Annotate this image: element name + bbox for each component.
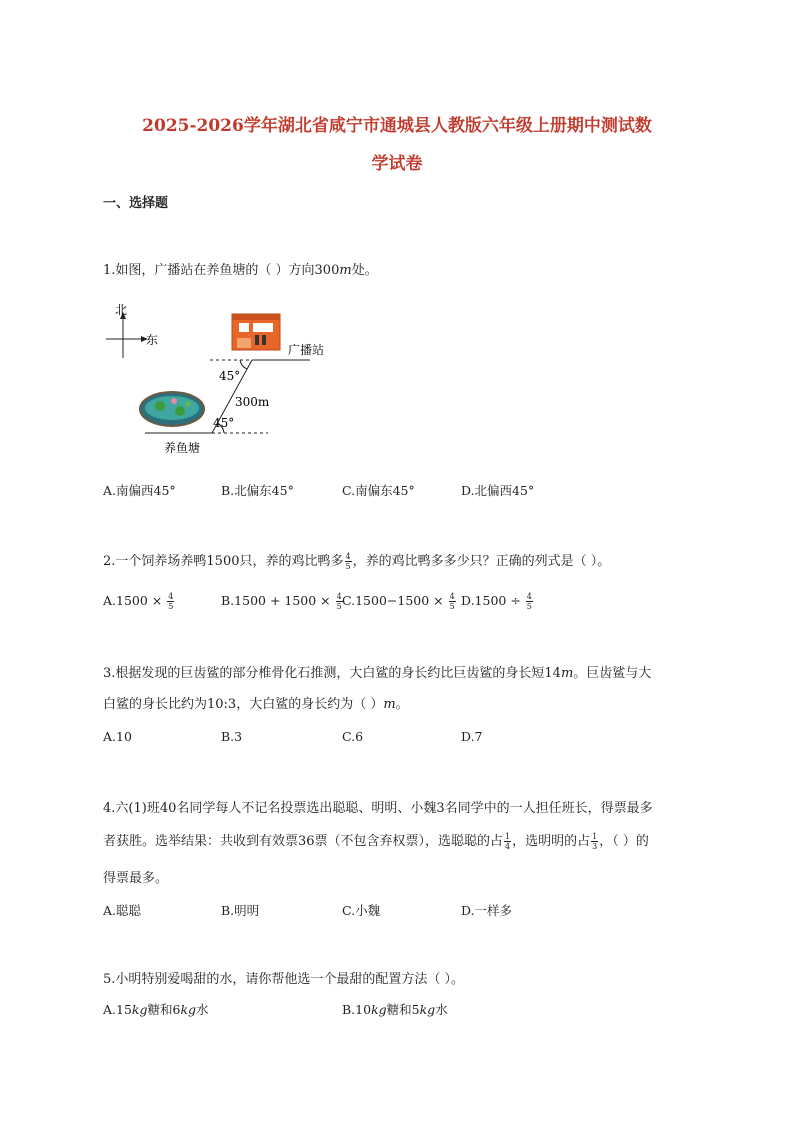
- q4-option-d[interactable]: D.一样多: [461, 903, 513, 918]
- broadcast-station-icon: [232, 314, 280, 350]
- q2-b-prefix: B.1500 + 1500 ×: [221, 593, 335, 608]
- question-4-line1: 4.六(1)班40名同学每人不记名投票选出聪聪、明明、小魏3名同学中的一人担任班长，得票最多: [103, 801, 653, 816]
- q4-line2-a: 者获胜。选举结果：共收到有效票36票（不包含弃权票），选聪聪的占: [103, 834, 504, 849]
- q4-option-a[interactable]: A.聪聪: [103, 903, 142, 918]
- station-label: 广播站: [288, 343, 325, 357]
- q3-line1-b: 。巨齿鲨与大: [573, 666, 652, 681]
- question-3-line2: [103, 693, 409, 712]
- east-label: 东: [146, 333, 159, 347]
- q1-figure-svg: [100, 292, 340, 460]
- question-4-line2: [103, 830, 649, 851]
- q2-d-frac: [526, 592, 533, 611]
- question-5-text: 5.小明特别爱喝甜的水，请你帮他选一个最甜的配置方法（ ）。: [103, 972, 465, 987]
- q4-f2-den: 3: [592, 842, 598, 851]
- q5-b-3: 水: [435, 1002, 448, 1017]
- angle-label-bottom: 45°: [213, 416, 235, 430]
- q2-c-den: 5: [449, 602, 455, 611]
- q1-direction-figure: [100, 292, 340, 460]
- q3-option-a[interactable]: A.10: [103, 729, 132, 744]
- q2-c-prefix: C.1500−1500 ×: [342, 593, 448, 608]
- q4-fraction-1: [504, 832, 511, 851]
- q2-c-num: 4: [449, 592, 455, 601]
- q5-b-2: 糖和5: [386, 1002, 420, 1017]
- q2-option-c[interactable]: [342, 592, 457, 611]
- q3-option-d[interactable]: D.7: [461, 729, 483, 744]
- q2-a-den: 5: [168, 602, 174, 611]
- q4-f1-num: 1: [505, 832, 511, 841]
- q2-d-prefix: D.1500 ÷: [461, 593, 525, 608]
- q3-line2-a: 白鲨的身长比约为10:3，大白鲨的身长约为（ ）: [103, 697, 384, 712]
- q2-text-b: ，养的鸡比鸭多多少只？正确的列式是（ ）。: [352, 554, 611, 569]
- fish-pond-icon: [140, 392, 204, 426]
- q2-d-num: 4: [526, 592, 532, 601]
- q2-frac-den: 5: [345, 562, 351, 571]
- q2-text-a: 2.一个饲养场养鸭1500只，养的鸡比鸭多: [103, 554, 344, 569]
- q2-c-frac: [449, 592, 456, 611]
- q1-unit: m: [339, 263, 352, 278]
- q5-b-1: B.10: [342, 1002, 372, 1017]
- q5-a-unit2: kg: [180, 1002, 197, 1017]
- q5-a-3: 水: [196, 1002, 209, 1017]
- q2-option-d[interactable]: [461, 592, 534, 611]
- q2-fraction: [345, 552, 352, 571]
- question-1-text: [103, 259, 378, 278]
- q5-b-unit1: kg: [371, 1002, 387, 1017]
- q1-text: 1.如图，广播站在养鱼塘的（ ）方向300: [103, 263, 340, 278]
- q2-option-b[interactable]: [221, 592, 344, 611]
- angle-label-top: 45°: [219, 369, 241, 383]
- q3-line2-b: 。: [395, 697, 409, 712]
- q4-line2-c: ，（ ）的: [599, 834, 649, 849]
- q1-option-c[interactable]: C.南偏东45°: [342, 483, 415, 498]
- q1-option-d[interactable]: D.北偏西45°: [461, 483, 535, 498]
- q5-option-a[interactable]: [103, 1000, 209, 1018]
- q5-option-b[interactable]: [342, 1000, 448, 1018]
- q2-a-num: 4: [168, 592, 174, 601]
- q3-line2-unit: m: [383, 697, 396, 712]
- q2-a-frac: [167, 592, 174, 611]
- q4-fraction-2: [591, 832, 598, 851]
- section-heading-choice: 一、选择题: [103, 196, 169, 211]
- page-title-line1: 2025-2026学年湖北省咸宁市通城县人教版六年级上册期中测试数: [142, 116, 652, 136]
- pond-label: 养鱼塘: [164, 441, 201, 455]
- distance-label: 300m: [235, 395, 270, 409]
- q1-option-b[interactable]: B.北偏东45°: [221, 483, 294, 498]
- q2-a-prefix: A.1500 ×: [103, 593, 167, 608]
- q4-f2-num: 1: [592, 832, 598, 841]
- q4-option-b[interactable]: B.明明: [221, 903, 260, 918]
- q5-a-1: A.15: [103, 1002, 132, 1017]
- q2-frac-num: 4: [345, 552, 351, 561]
- q2-b-den: 5: [336, 602, 342, 611]
- q2-d-den: 5: [526, 602, 532, 611]
- question-2-text: [103, 550, 610, 571]
- q5-a-unit1: kg: [131, 1002, 148, 1017]
- q3-option-c[interactable]: C.6: [342, 729, 364, 744]
- q5-b-unit2: kg: [419, 1002, 436, 1017]
- q3-option-b[interactable]: B.3: [221, 729, 243, 744]
- q1-tail: 处。: [351, 263, 378, 278]
- q2-option-a[interactable]: [103, 592, 175, 611]
- q4-option-c[interactable]: C.小魏: [342, 903, 381, 918]
- north-label: 北: [115, 303, 128, 317]
- q4-line2-b: ，选明明的占: [512, 834, 591, 849]
- angle-arc-top: [240, 360, 247, 369]
- q5-a-2: 糖和6: [147, 1002, 181, 1017]
- question-4-line3: 得票最多。: [103, 871, 169, 886]
- q2-b-num: 4: [336, 592, 342, 601]
- q3-line1-unit: m: [560, 666, 574, 681]
- page-title-line2: 学试卷: [371, 154, 423, 174]
- q3-line1-a: 3.根据发现的巨齿鲨的部分椎骨化石推测，大白鲨的身长约比巨齿鲨的身长短14: [103, 666, 561, 681]
- q4-f1-den: 4: [505, 842, 511, 851]
- q1-option-a[interactable]: A.南偏西45°: [103, 483, 176, 498]
- question-3-line1: [103, 662, 651, 681]
